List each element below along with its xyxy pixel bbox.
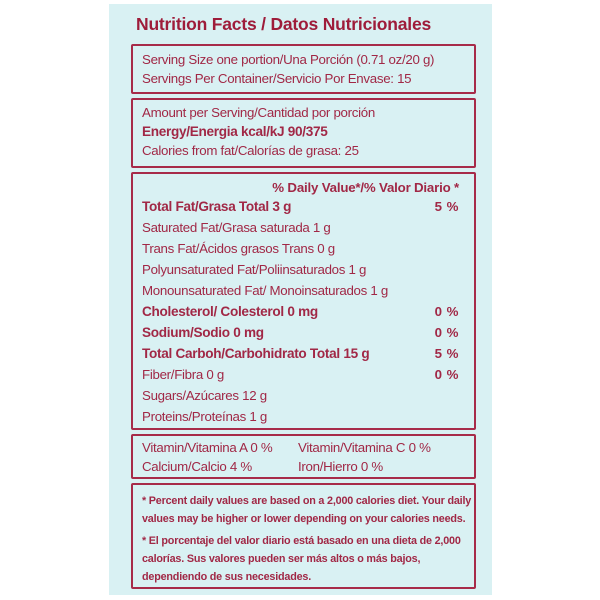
vitamin-c: Vitamin/Vitamina C 0 % (298, 440, 431, 455)
fiber-label: Fiber/Fibra 0 g (142, 367, 224, 382)
fiber-dv: 0 % (434, 367, 459, 382)
vitamins-section (131, 434, 476, 479)
footnote-section (131, 483, 476, 589)
total-fat-label: Total Fat/Grasa Total 3 g (142, 199, 292, 214)
total-fat-dv: 5 % (434, 199, 459, 214)
footnote-en-line-1: * Percent daily values are based on a 2,000 calories diet. Your daily (142, 495, 472, 507)
sodium-label: Sodium/Sodio 0 mg (142, 325, 264, 340)
daily-value-header: % Daily Value*/% Valor Diario * (272, 180, 459, 195)
total-carb-dv: 5 % (434, 346, 459, 361)
energy-section (131, 98, 476, 168)
footnote-en-line-2: values may be higher or lower depending on your calories needs. (142, 513, 466, 525)
calcium: Calcium/Calcio 4 % (142, 459, 252, 474)
sugars-label: Sugars/Azúcares 12 g (142, 388, 267, 403)
servings-per-container: Servings Per Container/Servicio Por Envase: 15 (142, 71, 412, 86)
footnote-es-line-1: * El porcentaje del valor diario está basado en una dieta de 2,000 (142, 535, 461, 547)
sodium-dv: 0 % (434, 325, 459, 340)
iron: Iron/Hierro 0 % (298, 459, 383, 474)
serving-section (131, 44, 476, 94)
saturated-fat-label: Saturated Fat/Grasa saturada 1 g (142, 220, 331, 235)
serving-size: Serving Size one portion/Una Porción (0.71 oz/20 g) (142, 52, 435, 67)
vitamin-a: Vitamin/Vitamina A 0 % (142, 440, 273, 455)
energy-value: Energy/Energia kcal/kJ 90/375 (142, 124, 328, 139)
label-title: Nutrition Facts / Datos Nutricionales (136, 14, 432, 34)
nutrition-label (109, 4, 492, 595)
trans-fat-label: Trans Fat/Ácidos grasos Trans 0 g (142, 241, 335, 256)
nutrients-section (131, 172, 476, 430)
footnote-es-line-2: calorías. Sus valores pueden ser más altos o más bajos, (142, 553, 421, 565)
monounsaturated-fat-label: Monounsaturated Fat/ Monoinsaturados 1 g (142, 283, 388, 298)
footnote-es-line-3: dependiendo de sus necesidades. (142, 571, 312, 583)
total-carb-label: Total Carboh/Carbohidrato Total 15 g (142, 346, 370, 361)
cholesterol-dv: 0 % (434, 304, 459, 319)
polyunsaturated-fat-label: Polyunsaturated Fat/Poliinsaturados 1 g (142, 262, 367, 277)
calories-from-fat: Calories from fat/Calorías de grasa: 25 (142, 143, 359, 158)
proteins-label: Proteins/Proteínas 1 g (142, 409, 267, 424)
amount-per-serving: Amount per Serving/Cantidad por porción (142, 105, 375, 120)
cholesterol-label: Cholesterol/ Colesterol 0 mg (142, 304, 318, 319)
